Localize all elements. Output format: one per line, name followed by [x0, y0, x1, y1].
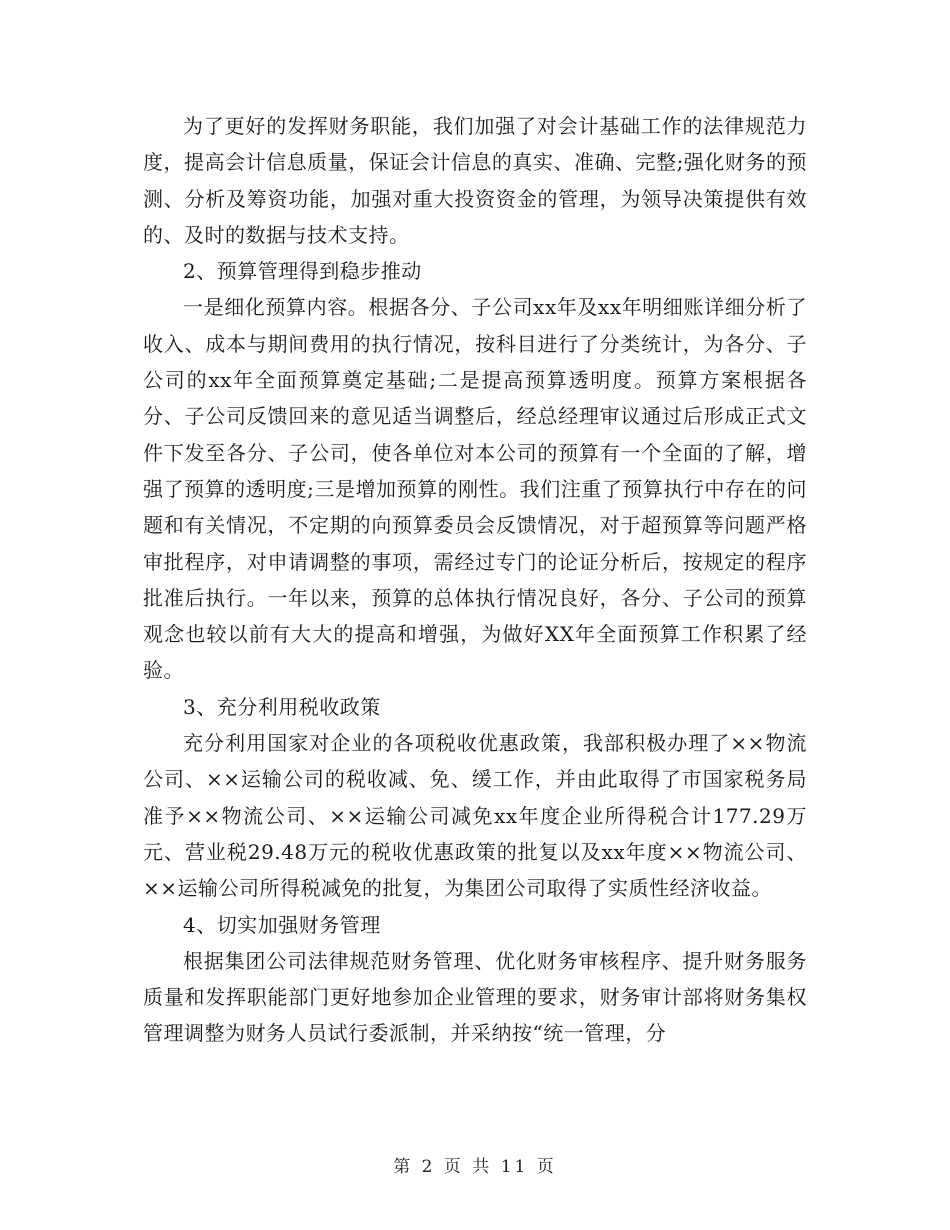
paragraph-finance-management: 根据集团公司法律规范财务管理、优化财务审核程序、提升财务服务质量和发挥职能部门更好地参加企业管理的要求，财务审计部将财务集权管理调整为财务人员试行委派制，并采纳按“统一管理，分 — [143, 948, 807, 1046]
paragraph-budget-details: 一是细化预算内容。根据各分、子公司xx年及xx年明细账详细分析了收入、成本与期间费用的执行情况，按科目进行了分类统计，为各分、子公司的xx年全面预算奠定基础;二是提高预算透明度。预算方案根据各分、子公司反馈回来的意见适当调整后，经总经理审议通过后形成正式文件下发至各分、子公司，使各单位对本公司的预算有一个全面的了解，增强了预算的透明度;三是增加预算的刚性。我们注重了预算执行中存在的问题和有关情况，不定期的向预算委员会反馈情况，对于超预算等问题严格审批程序，对申请调整的事项，需经过专门的论证分析后，按规定的程序批准后执行。一年以来，预算的总体执行情况良好，各分、子公司的预算观念也较以前有大大的提高和增强，为做好XX年全面预算工作积累了经验。 — [143, 295, 807, 683]
heading-budget-management: 2、预算管理得到稳步推动 — [183, 259, 422, 284]
page-number-footer: 第 2 页 共 11 页 — [393, 1157, 557, 1177]
heading-tax-policy: 3、充分利用税收政策 — [183, 694, 381, 719]
paragraph-finance-function: 为了更好的发挥财务职能，我们加强了对会计基础工作的法律规范力度，提高会计信息质量，保证会计信息的真实、准确、完整;强化财务的预测、分析及筹资功能，加强对重大投资资金的管理，为领导决策提供有效的、及时的数据与技术支持。 — [143, 114, 807, 247]
document-body — [143, 108, 807, 1052]
heading-finance-management: 4、切实加强财务管理 — [183, 912, 381, 937]
paragraph-tax-policy: 充分利用国家对企业的各项税收优惠政策，我部积极办理了××物流公司、××运输公司的税收减、免、缓工作，并由此取得了市国家税务局准予××物流公司、××运输公司减免xx年度企业所得税合计177.29万元、营业税29.48万元的税收优惠政策的批复以及xx年度××物流公司、××运输公司所得税减免的批复，为集团公司取得了实质性经济收益。 — [143, 731, 807, 901]
